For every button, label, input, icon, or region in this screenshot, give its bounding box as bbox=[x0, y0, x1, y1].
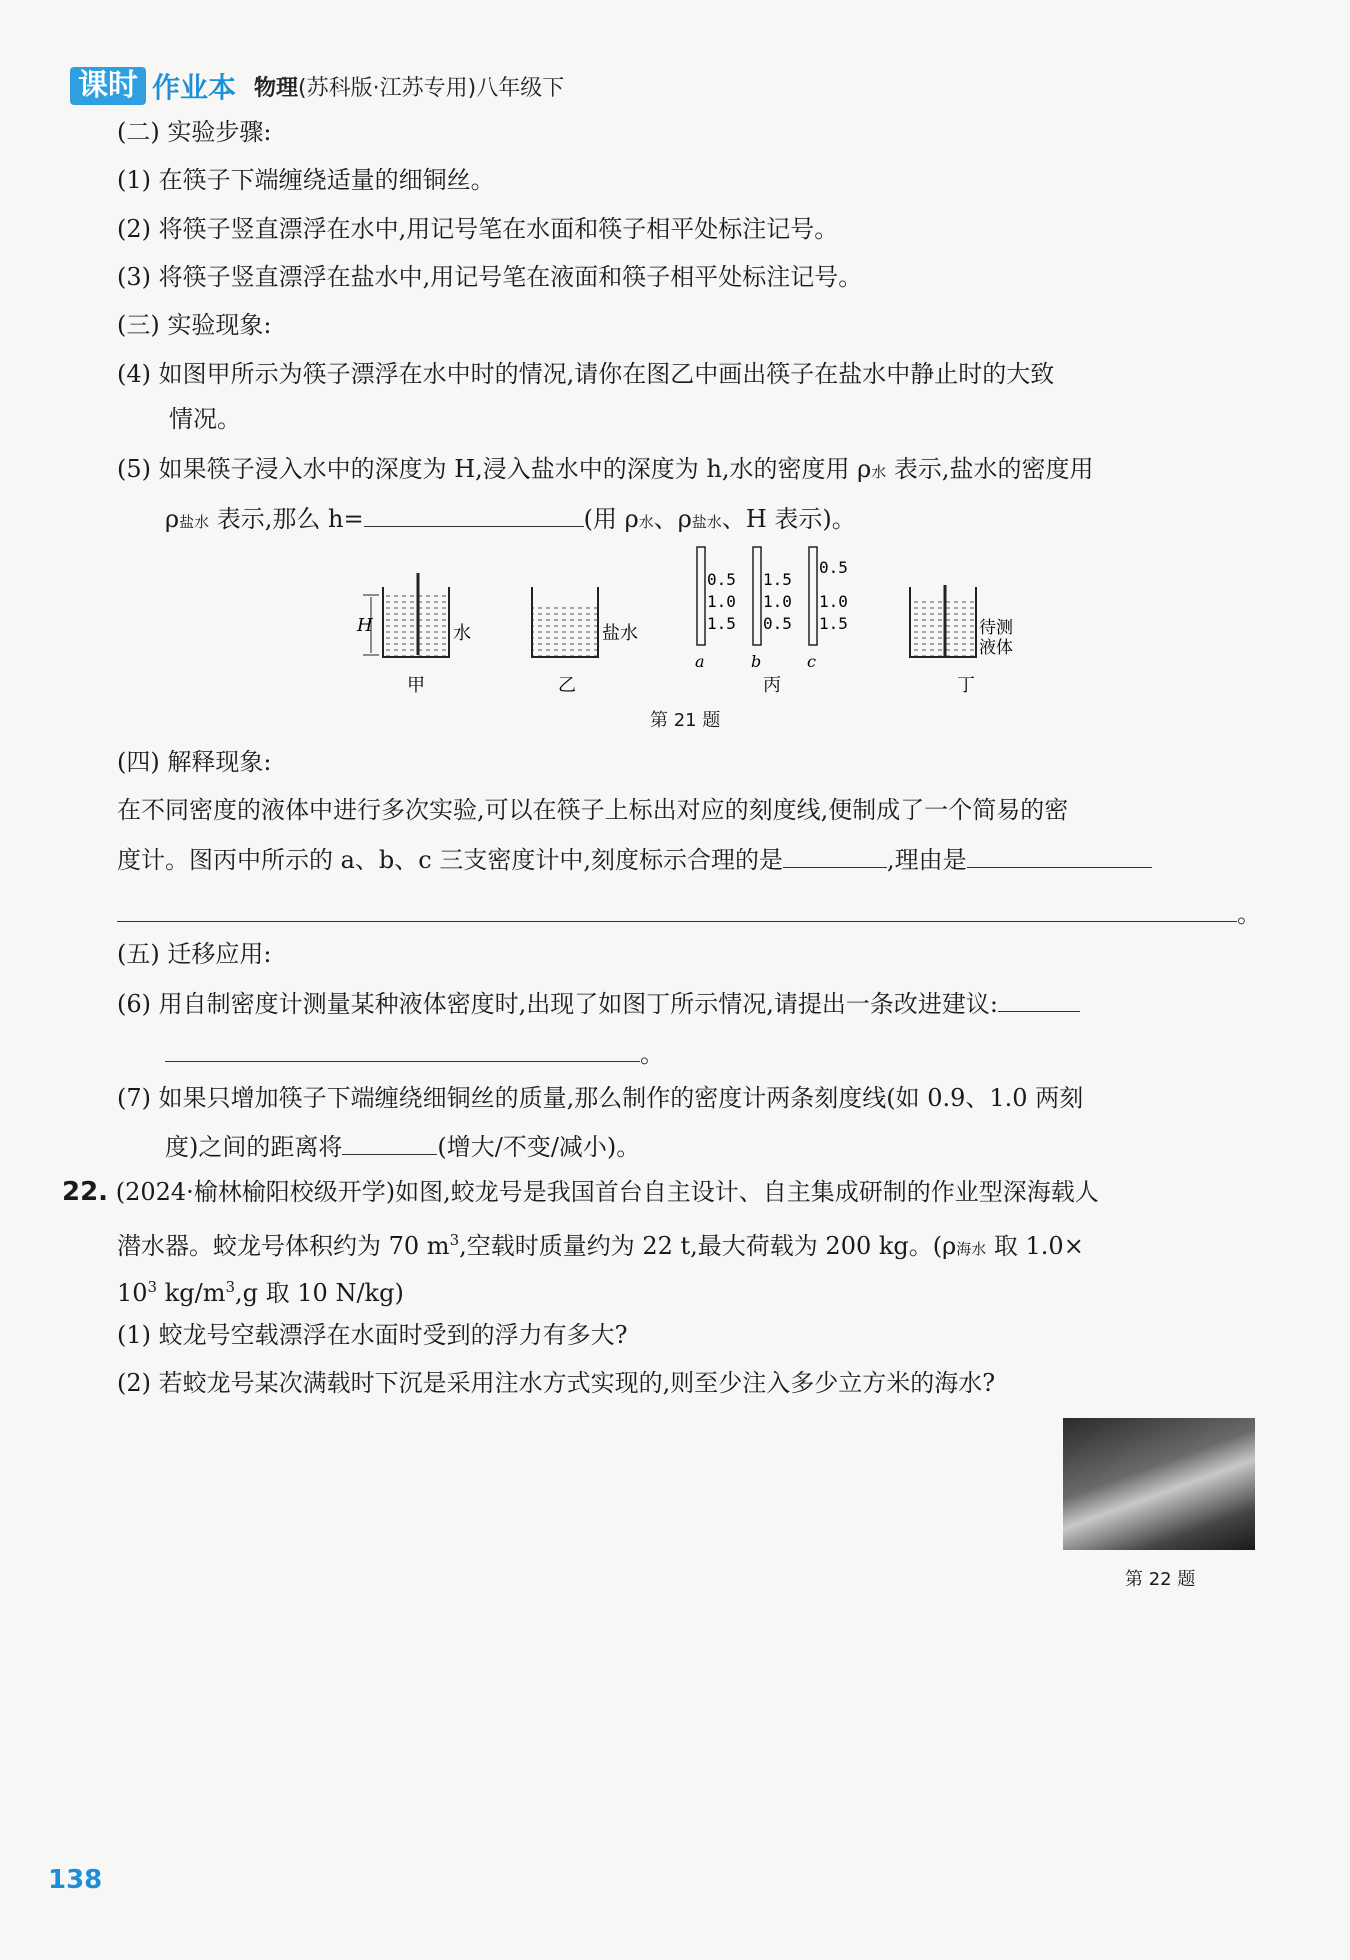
answer-blank-distance[interactable] bbox=[342, 1128, 437, 1155]
svg-text:0.5: 0.5 bbox=[763, 614, 792, 633]
beaker-yi bbox=[532, 587, 598, 657]
section-steps-heading: (二) 实验步骤: bbox=[117, 118, 272, 146]
answer-blank-suggestion-cont[interactable] bbox=[165, 1035, 640, 1062]
section-apply-heading: (五) 迁移应用: bbox=[117, 940, 272, 968]
svg-text:1.0: 1.0 bbox=[707, 592, 736, 611]
explain-line1: 在不同密度的液体中进行多次实验,可以在筷子上标出对应的刻度线,便制成了一个简易的密 bbox=[117, 796, 1069, 824]
answer-blank-h[interactable] bbox=[364, 500, 584, 527]
item-5-line1: (5) 如果筷子浸入水中的深度为 H,浸入盐水中的深度为 h,水的密度用 ρ水 表示,盐水的密度用 bbox=[117, 455, 1094, 483]
question-22-part1: (1) 蛟龙号空载漂浮在水面时受到的浮力有多大? bbox=[117, 1321, 628, 1349]
label-H: H bbox=[357, 615, 373, 636]
item-4-line2: 情况。 bbox=[169, 405, 241, 433]
beaker-jia bbox=[363, 573, 449, 657]
label-water: 水 bbox=[453, 623, 471, 644]
answer-blank-meter[interactable] bbox=[783, 841, 887, 868]
label-test-liquid-2: 液体 bbox=[979, 638, 1013, 658]
answer-blank-reason[interactable] bbox=[967, 841, 1152, 868]
item-4-line1: (4) 如图甲所示为筷子漂浮在水中时的情况,请你在图乙中画出筷子在盐水中静止时的大致 bbox=[117, 360, 1055, 388]
series-logo-text: 作业本 bbox=[152, 71, 237, 104]
item-6-line1: (6) 用自制密度计测量某种液体密度时,出现了如图丁所示情况,请提出一条改进建议: bbox=[117, 985, 1080, 1021]
step-2: (2) 将筷子竖直漂浮在水中,用记号笔在水面和筷子相平处标注记号。 bbox=[117, 215, 839, 243]
label-salt-water: 盐水 bbox=[602, 623, 638, 644]
label-b: b bbox=[751, 652, 762, 671]
svg-text:0.5: 0.5 bbox=[707, 570, 736, 589]
answer-blank-suggestion[interactable] bbox=[998, 985, 1080, 1012]
question-22-line3: $10^3$ $kg/m^3,g$ 取 10 N/kg) bbox=[117, 1278, 404, 1307]
label-yi: 乙 bbox=[558, 675, 576, 696]
page-header bbox=[70, 64, 564, 108]
label-ding: 丁 bbox=[957, 675, 975, 696]
series-logo: 课时 bbox=[70, 67, 146, 105]
label-a: a bbox=[695, 652, 705, 671]
svg-text:0.5: 0.5 bbox=[819, 558, 848, 577]
label-jia: 甲 bbox=[407, 675, 425, 696]
question-22-part2: (2) 若蛟龙号某次满载时下沉是采用注水方式实现的,则至少注入多少立方米的海水? bbox=[117, 1369, 996, 1397]
svg-text:1.5: 1.5 bbox=[763, 570, 792, 589]
page-number: 138 bbox=[48, 1865, 103, 1895]
svg-text:1.0: 1.0 bbox=[763, 592, 792, 611]
item-7-line2: 度)之间的距离将 (增大/不变/减小)。 bbox=[165, 1128, 640, 1164]
explain-line3: 。 bbox=[117, 895, 1261, 931]
label-bing: 丙 bbox=[763, 675, 781, 696]
svg-text:1.5: 1.5 bbox=[819, 614, 848, 633]
subject-info: 物理(苏科版·江苏专用)八年级下 bbox=[254, 75, 565, 101]
question-22-line1: 22. (2024·榆林榆阳校级开学)如图,蛟龙号是我国首台自主设计、自主集成研制的作业型深海载人 bbox=[62, 1177, 1099, 1207]
question-22-line2: 潜水器。蛟龙号体积约为 70 $m^3$,空载时质量约为 22 t,最大荷载为 200 kg。(ρ海水 取 1.0× bbox=[117, 1231, 1084, 1260]
item-5-line2: ρ盐水 表示,那么 h= (用 ρ水、ρ盐水、H 表示)。 bbox=[165, 500, 856, 539]
density-meter-c bbox=[809, 547, 848, 645]
step-1: (1) 在筷子下端缠绕适量的细铜丝。 bbox=[117, 166, 495, 194]
label-test-liquid-1: 待测 bbox=[979, 618, 1013, 638]
answer-blank-reason-cont[interactable] bbox=[117, 895, 1237, 922]
jiaolong-submersible-photo bbox=[1063, 1418, 1255, 1550]
figure-22-caption: 第 22 题 bbox=[1125, 1569, 1196, 1590]
beaker-ding bbox=[910, 585, 976, 657]
item-6-line2: 。 bbox=[165, 1035, 664, 1071]
figure-21-caption: 第 21 题 bbox=[650, 710, 721, 731]
svg-text:1.0: 1.0 bbox=[819, 592, 848, 611]
svg-text:1.5: 1.5 bbox=[707, 614, 736, 633]
step-3: (3) 将筷子竖直漂浮在盐水中,用记号笔在液面和筷子相平处标注记号。 bbox=[117, 263, 863, 291]
section-phenomena-heading: (三) 实验现象: bbox=[117, 311, 272, 339]
section-explain-heading: (四) 解释现象: bbox=[117, 748, 272, 776]
item-7-line1: (7) 如果只增加筷子下端缠绕细铜丝的质量,那么制作的密度计两条刻度线(如 0.9、1.0 两刻 bbox=[117, 1084, 1084, 1112]
density-meter-b bbox=[753, 547, 792, 645]
explain-line2: 度计。图丙中所示的 a、b、c 三支密度计中,刻度标示合理的是 ,理由是 bbox=[117, 841, 1152, 877]
density-meter-a bbox=[697, 547, 736, 645]
label-c: c bbox=[807, 652, 816, 671]
